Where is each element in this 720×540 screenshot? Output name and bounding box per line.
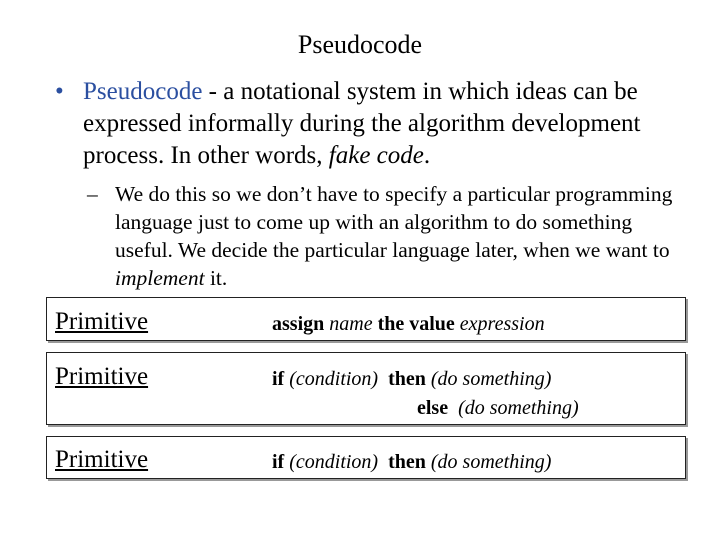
if-then-line	[272, 451, 551, 474]
condition-placeholder: (condition)	[289, 451, 379, 473]
slide-title: Pseudocode	[297, 30, 423, 59]
bullet-end: .	[423, 142, 431, 169]
then-keyword: then	[388, 451, 426, 473]
primitive-row-if-then	[46, 436, 686, 479]
if-then-line	[272, 368, 551, 391]
condition-placeholder: (condition)	[289, 368, 379, 390]
expression-placeholder: expression	[459, 313, 545, 335]
sub-bullet-italic-word: implement	[115, 266, 205, 290]
else-keyword: else	[417, 397, 449, 419]
bullet-marker: •	[55, 78, 64, 105]
sub-bullet-end: it.	[204, 266, 228, 290]
then-action-placeholder: (do something)	[430, 451, 552, 473]
the-value-keyword: the value	[377, 313, 455, 335]
else-line	[417, 397, 579, 420]
primitive-label: Primitive	[55, 363, 149, 390]
if-keyword: if	[272, 368, 285, 390]
bullet-italic-phrase: fake code	[328, 142, 424, 169]
then-action-placeholder: (do something)	[430, 368, 552, 390]
bullet-definition: - a notational system in which ideas can be expressed informally during the algorithm development process. In other words,	[83, 78, 641, 169]
primitive-label: Primitive	[55, 308, 149, 335]
primitive-label: Primitive	[55, 446, 149, 473]
sub-bullet-text	[115, 180, 695, 292]
primitive-row-if-then-else	[46, 352, 686, 425]
then-keyword: then	[388, 368, 426, 390]
bullet-text	[83, 76, 703, 172]
assign-statement	[272, 313, 545, 336]
primitive-row-assign	[46, 297, 686, 341]
assign-keyword: assign	[272, 313, 325, 335]
sub-bullet-body: We do this so we don’t have to specify a particular programming language just to come up with an algorithm to do something useful. We decide the particular language later, when we want to	[115, 182, 673, 262]
name-placeholder: name	[329, 313, 373, 335]
if-keyword: if	[272, 451, 285, 473]
sub-bullet-marker: –	[87, 182, 98, 206]
else-action-placeholder: (do something)	[458, 397, 579, 419]
bullet-term: Pseudocode	[83, 78, 203, 105]
